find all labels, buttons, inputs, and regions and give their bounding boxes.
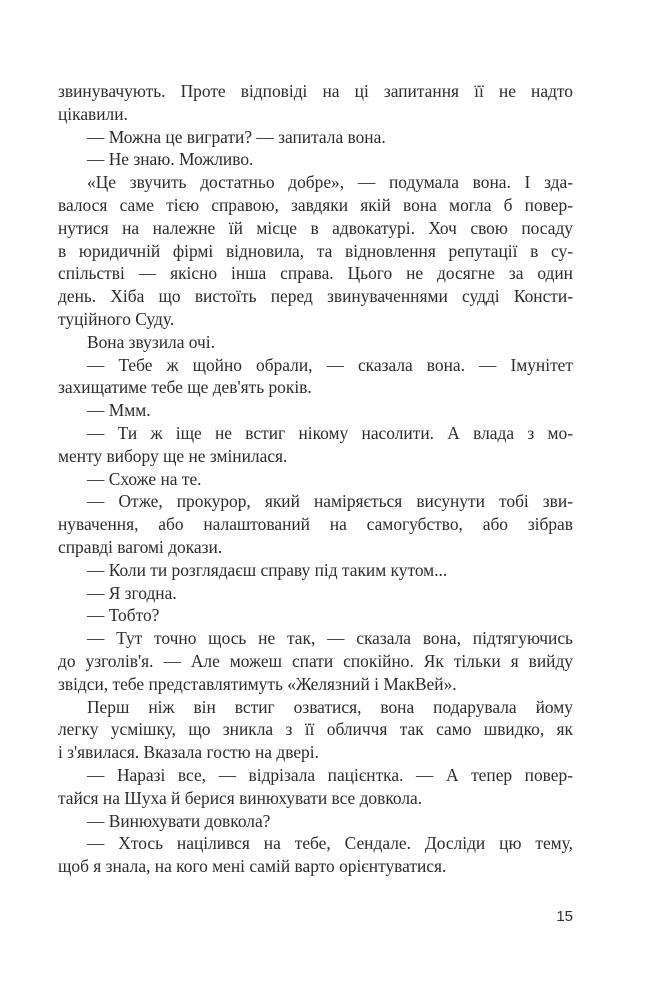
text-line: — Наразі все, — відрізала пацієнтка. — А тепер повер- [87,764,573,785]
paragraph [58,171,573,331]
page-number: 15 [556,908,573,925]
text-line: — Отже, прокурор, який наміряється висунути тобі зви- [87,491,573,512]
text-line: — Схоже на те. [87,468,202,489]
paragraph [58,832,573,878]
paragraph [58,331,573,354]
text-line: — Хтось націлився на тебе, Сендале. Досліди цю тему, [87,833,573,854]
text-line: до узголів'я. — Але можеш спати спокійно. Як тільки я вийду [58,650,573,671]
text-line: туційного Суду. [58,308,175,329]
text-line: нувачення, або налаштований на самогубство, або зібрав [58,514,573,535]
text-line: — Можна це виграти? — запитала вона. [87,126,386,147]
text-line: Перш ніж він встиг озватися, вона подарувала йому [87,696,573,717]
paragraph [58,399,573,422]
text-line: захищатиме тебе ще дев'ять років. [58,377,312,398]
paragraph [58,422,573,468]
text-line: в юридичній фірмі відновила, та відновлення репутації в су- [58,240,573,261]
text-line: — Не знаю. Можливо. [87,149,254,170]
text-line: — Я згодна. [87,582,177,603]
paragraph [58,559,573,582]
text-line: «Це звучить достатньо добре», — подумала вона. І зда- [87,172,573,193]
text-line: легку усмішку, що зникла з її обличчя так само швидко, як [58,719,573,740]
paragraph [58,126,573,149]
text-line: щоб я знала, на кого мені самій варто орієнтуватися. [58,856,447,877]
paragraph [58,354,573,400]
text-line: спільстві — якісно інша справа. Цього не досягне за один [58,263,573,284]
text-line: Вона звузила очі. [87,331,215,352]
text-line: тайся на Шуха й берися винюхувати все довкола. [58,787,423,808]
text-line: — Ти ж іще не встиг нікому насолити. А влада з мо- [87,422,573,443]
paragraph [58,80,573,126]
page-body-text [58,80,573,878]
text-line: — Ммм. [87,400,151,421]
text-line: цікавили. [58,103,128,124]
text-line: валося саме тією справою, завдяки якій вона могла б повер- [58,194,573,215]
text-line: справді вагомі докази. [58,536,223,557]
text-line: — Коли ти розглядаєш справу під таким кутом... [87,559,448,580]
paragraph [58,468,573,491]
text-line: менту вибору ще не змінилася. [58,445,288,466]
text-line: звинувачують. Проте відповіді на ці запитання її не надто [58,81,573,101]
text-line: — Тебе ж щойно обрали, — сказала вона. — Імунітет [87,354,573,375]
text-line: — Тобто? [87,605,160,626]
paragraph [58,604,573,627]
text-line: — Винюхувати довкола? [87,810,271,831]
text-line: нутися на належне їй місце в адвокатурі. Хоч свою посаду [58,217,573,238]
text-line: звідси, тебе представлятимуть «Желязний і МакВей». [58,673,457,694]
text-line: і з'явилася. Вказала гостю на двері. [58,742,319,763]
paragraph [58,148,573,171]
paragraph [58,810,573,833]
paragraph [58,627,573,695]
text-line: — Тут точно щось не так, — сказала вона, підтягуючись [87,628,573,649]
paragraph [58,764,573,810]
paragraph [58,582,573,605]
paragraph [58,490,573,558]
text-line: день. Хіба що вистоїть перед звинуваченнями судді Консти- [58,286,573,307]
paragraph [58,696,573,764]
